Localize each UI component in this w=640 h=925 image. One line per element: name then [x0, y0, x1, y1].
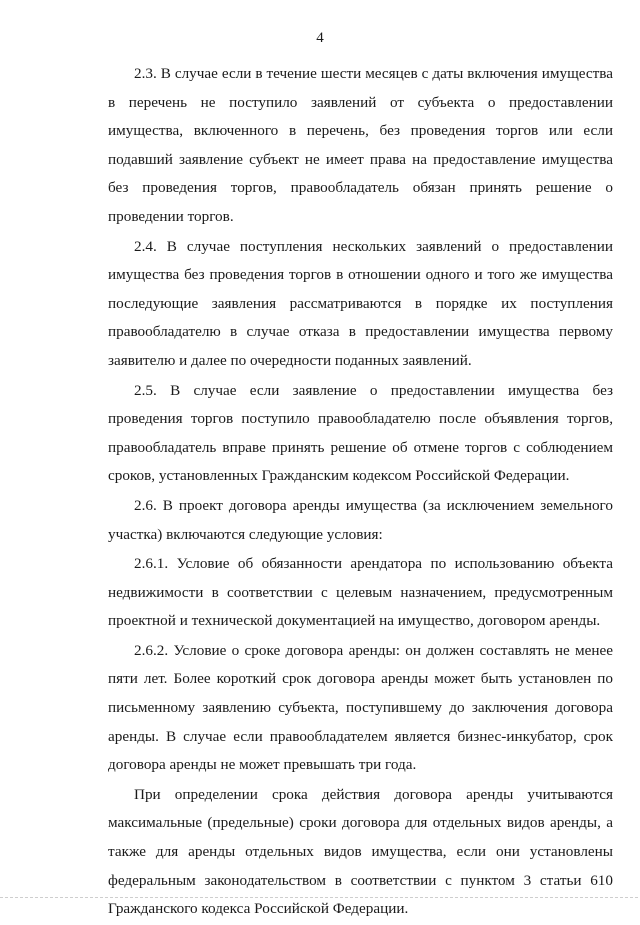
page-number: 4 — [316, 30, 324, 46]
paragraph-2-6: 2.6. В проект договора аренды имущества (за исключением земельного участка) включаются следующие условия: — [108, 496, 613, 543]
footer-divider — [0, 897, 640, 898]
document-body — [108, 60, 613, 925]
paragraph-2-4: 2.4. В случае поступления нескольких заявлений о предоставлении имущества без проведения торгов в отношении одного и того же имущества последующие заявления рассматриваются в порядке их поступления правообладателю в случае отказа в предоставлении имущества первому заявителю и далее по очередности поданных заявлений. — [108, 237, 613, 369]
paragraph-2-5: 2.5. В случае если заявление о предоставлении имущества без проведения торгов поступило правообладателю после объявления торгов, правообладатель вправе принять решение об отмене торгов с соблюдением сроков, установленных Гражданским кодексом Российской Федерации. — [108, 381, 613, 485]
paragraph-2-3: 2.3. В случае если в течение шести месяцев с даты включения имущества в перечень не поступило заявлений от субъекта о предоставлении имущества, включенного в перечень, без проведения торгов или если подавший заявление субъект не имеет права на предоставление имущества без проведения торгов, правообладатель обязан принять решение о проведении торгов. — [108, 65, 613, 225]
paragraph-lease-term-note: При определении срока действия договора аренды учитываются максимальные (предельные) сроки договора для отдельных видов аренды, а также для аренды отдельных видов имущества, если они установлены федеральным законодательством в соответствии с пунктом 3 статьи 610 Гражданского кодекса Российской Федерации. — [108, 785, 613, 918]
paragraph-2-6-2: 2.6.2. Условие о сроке договора аренды: он должен составлять не менее пяти лет. Более короткий срок договора аренды может быть установлен по письменному заявлению субъекта, поступившему до заключения договора аренды. В случае если правообладателем является бизнес-инкубатор, срок договора аренды не может превышать три года. — [108, 641, 613, 774]
paragraph-2-6-1: 2.6.1. Условие об обязанности арендатора по использованию объекта недвижимости в соответствии с целевым назначением, предусмотренным проектной и технической документацией на имущество, договором аренды. — [108, 555, 613, 630]
